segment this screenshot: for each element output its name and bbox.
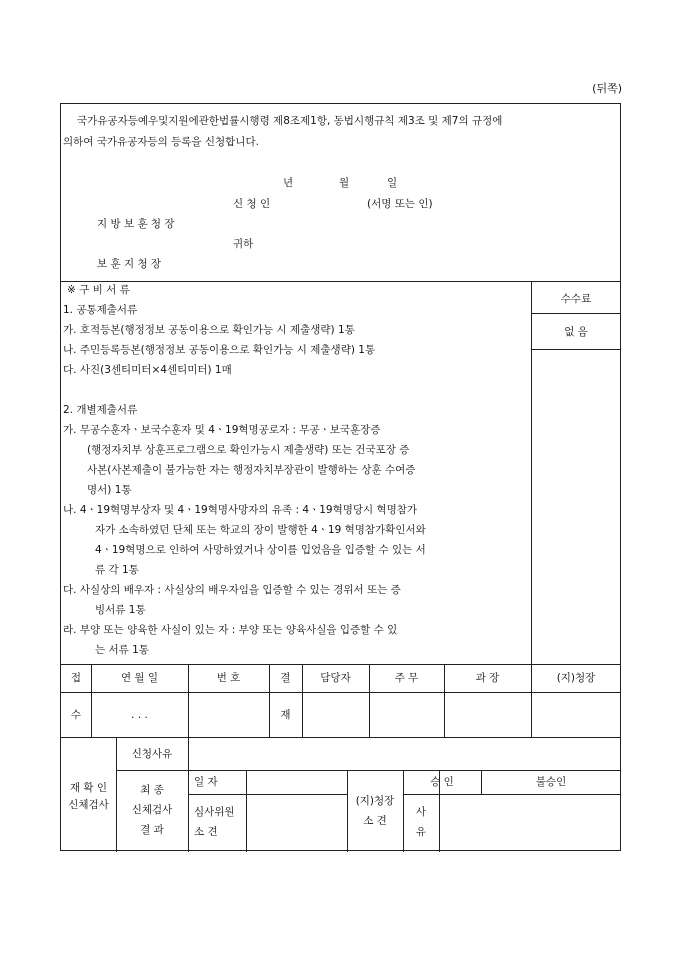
common-item: 가. 호적등본(행정정보 공동이용으로 확인가능 시 제출생략) 1통 <box>63 324 355 336</box>
committee-opinion-label-1: 심사위원 <box>194 806 235 818</box>
honorific-label: 귀하 <box>233 238 254 250</box>
individual-documents-title: 2. 개별제출서류 <box>63 404 138 416</box>
individual-item-line: 사본(사본제출이 불가능한 자는 행정자치부장관이 발행하는 상훈 수여증 <box>87 464 416 476</box>
committee-opinion-label-2: 소 견 <box>194 826 218 838</box>
final-exam-label-1: 최 종 <box>140 784 164 796</box>
statement-line-2: 의하여 국가유공자등의 등록을 신청합니다. <box>63 136 259 148</box>
documents-header: ※ 구 비 서 류 <box>67 284 130 296</box>
approval-label: 결 <box>280 672 291 684</box>
individual-item-line: 빙서류 1통 <box>95 604 146 616</box>
individual-item-line: 류 각 1통 <box>95 564 139 576</box>
recipient-regional-office: 지 방 보 훈 청 장 <box>97 218 175 230</box>
common-item: 다. 사진(3센티미터×4센티미터) 1매 <box>63 364 232 376</box>
statement-line-1: 국가유공자등예우및지원에관한법률시행령 제8조제1항, 동법시행규칙 제3조 및 제7의 규정에 <box>77 115 503 127</box>
individual-item-line: 다. 사실상의 배우자 : 사실상의 배우자임을 입증할 수 있는 경위서 또는 증 <box>63 584 401 596</box>
director-header: (지)청장 <box>556 672 596 684</box>
common-item: 나. 주민등록등본(행정정보 공동이용으로 확인가능 시 제출생략) 1통 <box>63 344 376 356</box>
reason-label: 신청사유 <box>131 748 173 760</box>
receipt-label: 접 <box>70 672 82 684</box>
director-opinion-label-1: (지)청장 <box>355 795 395 807</box>
date-year-label: 년 <box>283 177 294 189</box>
receipt-date-field[interactable]: . . . <box>131 709 148 721</box>
director-opinion-label-2: 소 견 <box>363 815 387 827</box>
final-exam-label-3: 결 과 <box>140 824 164 836</box>
receipt-date-header: 연 월 일 <box>120 672 159 684</box>
fee-label: 수수료 <box>560 293 592 305</box>
individual-item-line: 4ㆍ19혁명으로 인하여 사망하였거나 상이를 입었음을 입증할 수 있는 서 <box>95 544 426 556</box>
final-exam-label-2: 신체검사 <box>131 804 173 816</box>
individual-item-line: (행정자치부 상훈프로그램으로 확인가능시 제출생략) 또는 건국포장 증 <box>87 444 410 456</box>
chief-header: 주 무 <box>394 672 419 684</box>
application-form <box>60 103 621 851</box>
signature-label: (서명 또는 인) <box>367 198 433 210</box>
approve-option[interactable]: 승 인 <box>430 776 454 788</box>
receipt-number-header: 번 호 <box>216 672 241 684</box>
section-chief-header: 과 장 <box>475 672 500 684</box>
page-side-label: (뒤쪽) <box>592 82 622 95</box>
date-month-label: 월 <box>339 177 350 189</box>
reexam-side-label-2: 신체검사 <box>68 799 109 811</box>
approval-label-2: 재 <box>280 709 291 721</box>
individual-item-line: 가. 무공수훈자ㆍ보국수훈자 및 4ㆍ19혁명공로자 : 무공ㆍ보국훈장증 <box>63 424 381 436</box>
individual-item-line: 나. 4ㆍ19혁명부상자 및 4ㆍ19혁명사망자의 유족 : 4ㆍ19혁명당시 혁명참가 <box>63 504 418 516</box>
individual-item-line: 라. 부양 또는 양육한 사실이 있는 자 : 부양 또는 양육사실을 입증할 수 있 <box>63 624 398 636</box>
fee-value: 없 음 <box>564 326 588 338</box>
receipt-label-2: 수 <box>70 709 82 721</box>
officer-header: 담당자 <box>320 672 351 684</box>
applicant-label: 신 청 인 <box>233 198 271 210</box>
reexam-side-label: 재 확 인 <box>69 782 108 794</box>
reject-option[interactable]: 불승인 <box>535 776 567 788</box>
common-documents-title: 1. 공통제출서류 <box>63 304 138 316</box>
individual-item-line: 는 서류 1통 <box>95 644 149 656</box>
recipient-branch-office: 보 훈 지 청 장 <box>97 258 162 270</box>
individual-item-line: 자가 소속하였던 단체 또는 학교의 장이 발행한 4ㆍ19 혁명참가확인서와 <box>95 524 426 536</box>
date-day-label: 일 <box>387 177 398 189</box>
reason-short-label-1: 사 <box>415 806 427 818</box>
exam-date-label: 일 자 <box>194 776 218 788</box>
reason-short-label-2: 유 <box>415 826 427 838</box>
individual-item-line: 명서) 1통 <box>87 484 132 496</box>
